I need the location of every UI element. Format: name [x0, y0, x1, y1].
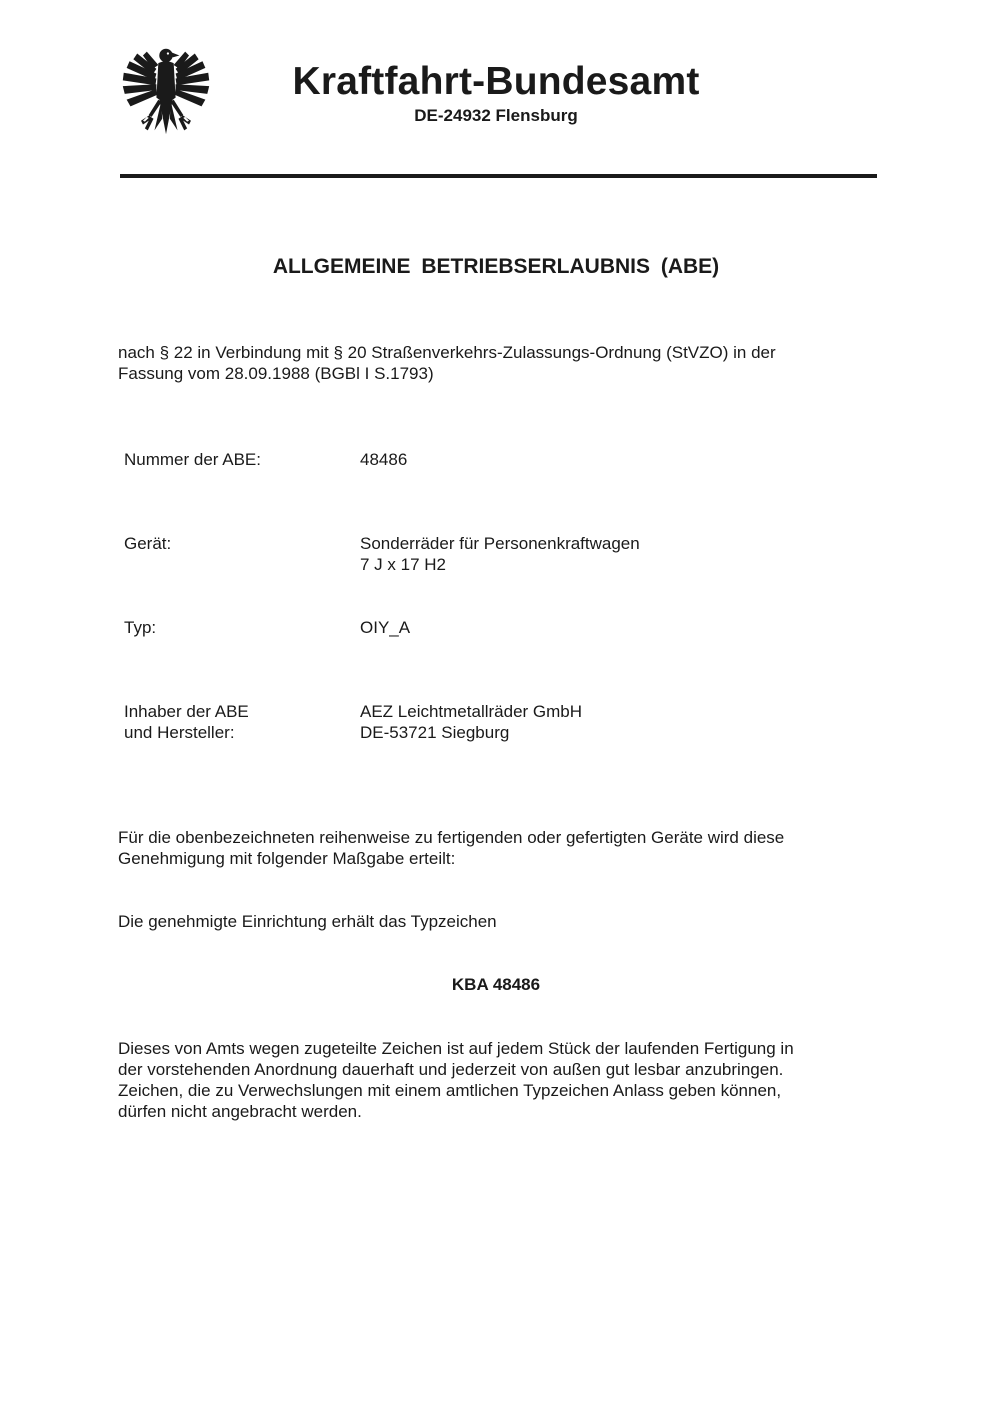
organization-name: Kraftfahrt-Bundesamt — [292, 60, 700, 103]
holder-value-line: AEZ Leichtmetallräder GmbH — [360, 702, 583, 721]
abe-number-value: 48486 — [360, 450, 408, 469]
header-divider — [120, 174, 877, 178]
device-value-line: 7 J x 17 H2 — [360, 555, 446, 574]
closing-line: der vorstehenden Anordnung dauerhaft und jederzeit von außen gut lesbar anzubringen. — [118, 1060, 784, 1079]
legal-basis-line: nach § 22 in Verbindung mit § 20 Straßenverkehrs-Zulassungs-Ordnung (StVZO) in der — [118, 343, 776, 362]
legal-basis-line: Fassung vom 28.09.1988 (BGBl I S.1793) — [118, 364, 434, 383]
device-value-line: Sonderräder für Personenkraftwagen — [360, 534, 640, 553]
holder-label-line: Inhaber der ABE — [124, 702, 249, 721]
legal-basis-paragraph — [118, 342, 878, 384]
closing-line: dürfen nicht angebracht werden. — [118, 1102, 362, 1121]
approval-line: Genehmigung mit folgender Maßgabe erteilt: — [118, 849, 456, 868]
type-mark-intro: Die genehmigte Einrichtung erhält das Typzeichen — [118, 912, 497, 931]
approval-line: Für die obenbezeichneten reihenweise zu fertigenden oder gefertigten Geräte wird diese — [118, 828, 785, 847]
device-value — [360, 533, 860, 575]
abe-number-label: Nummer der ABE: — [124, 450, 261, 469]
holder-label — [124, 701, 344, 743]
organization-address: DE-24932 Flensburg — [414, 106, 578, 125]
device-label: Gerät: — [124, 534, 172, 553]
type-label: Typ: — [124, 618, 157, 637]
holder-value-line: DE-53721 Siegburg — [360, 723, 510, 742]
holder-label-line: und Hersteller: — [124, 723, 235, 742]
closing-paragraph — [118, 1038, 878, 1122]
type-mark: KBA 48486 — [451, 975, 541, 994]
type-value: OIY_A — [360, 618, 411, 637]
document-title: ALLGEMEINE BETRIEBSERLAUBNIS (ABE) — [272, 255, 720, 278]
holder-value — [360, 701, 860, 743]
approval-paragraph — [118, 827, 878, 869]
closing-line: Dieses von Amts wegen zugeteilte Zeichen ist auf jedem Stück der laufenden Fertigung in — [118, 1039, 794, 1058]
closing-line: Zeichen, die zu Verwechslungen mit einem amtlichen Typzeichen Anlass geben können, — [118, 1081, 782, 1100]
